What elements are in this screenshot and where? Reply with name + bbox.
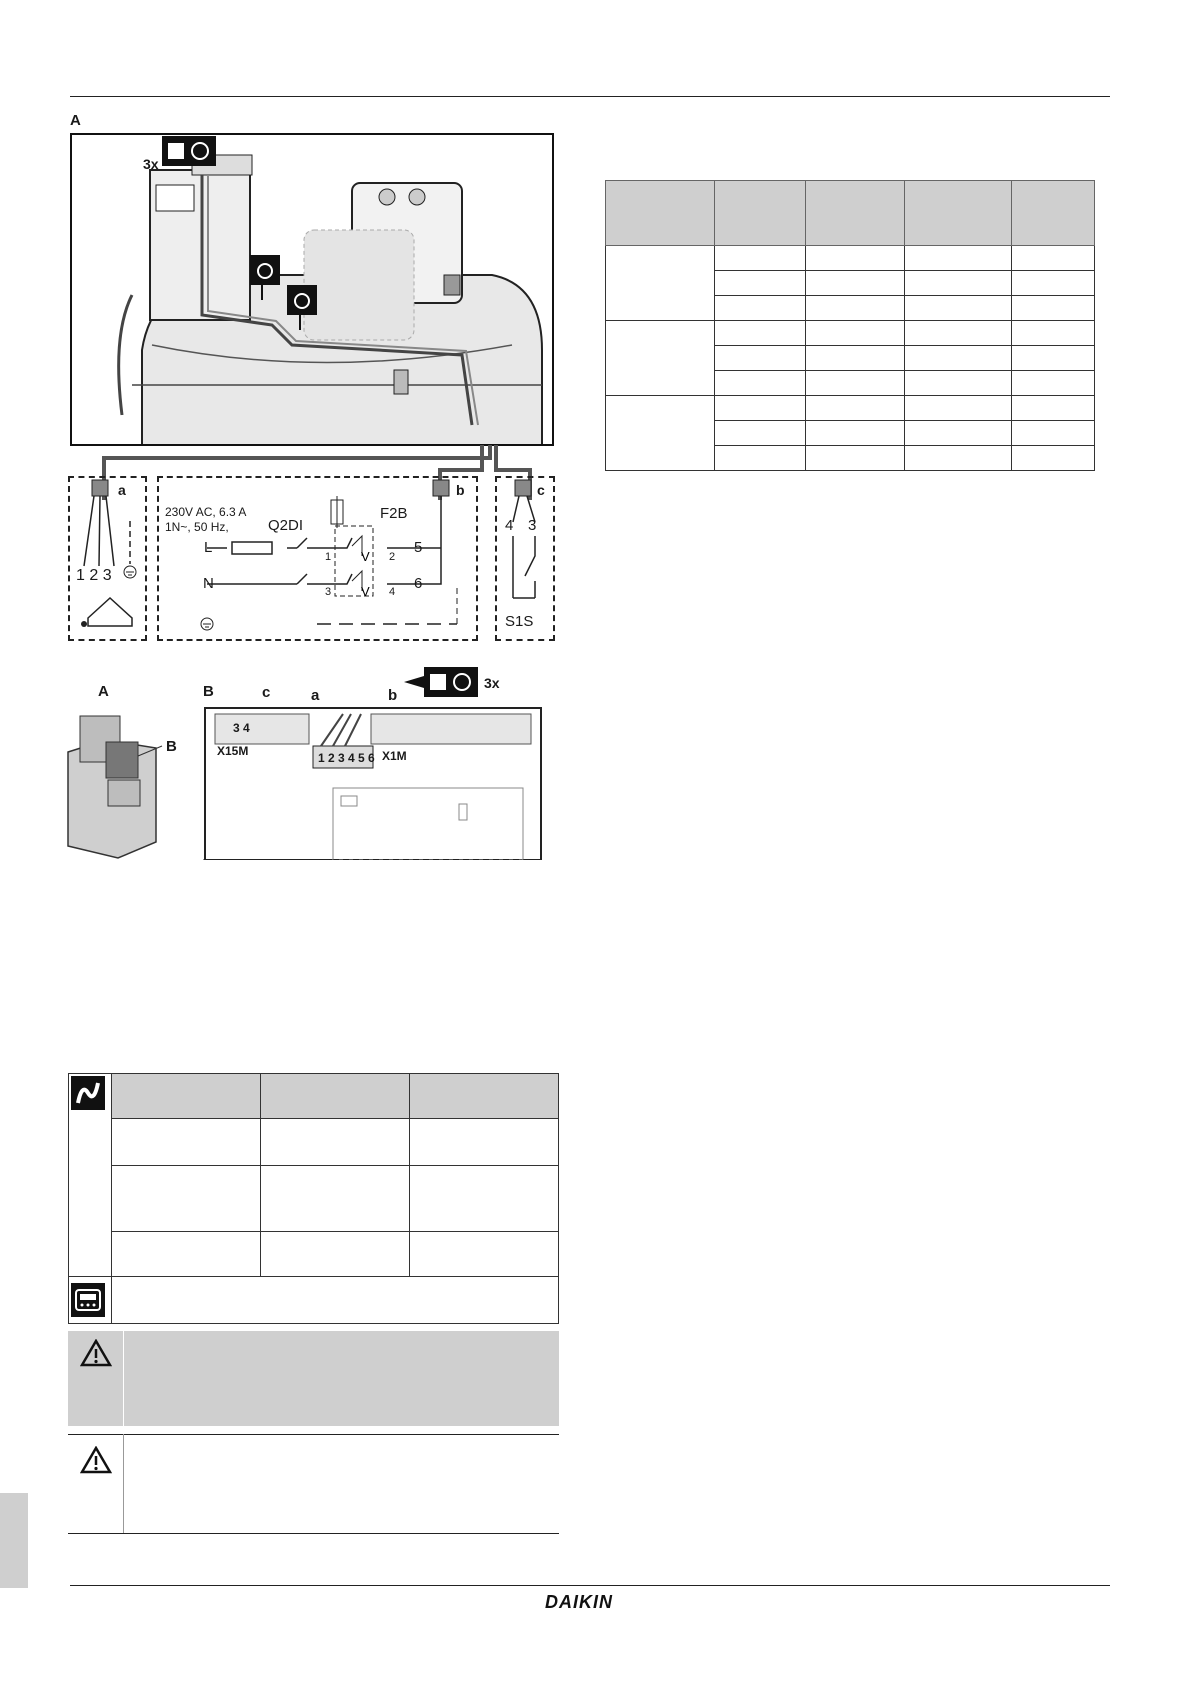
- terminal-label-a: a: [118, 482, 126, 498]
- warning-box-2: [68, 1438, 559, 1533]
- pin-1: 1: [325, 551, 332, 563]
- user-interface-badge: [71, 1283, 105, 1317]
- warning-divider: [123, 1331, 124, 1426]
- electrical-spec-table: [68, 1073, 559, 1324]
- terminal-label-c: c: [537, 482, 545, 498]
- spec-table: [605, 180, 1095, 471]
- fuse-label: F2B: [380, 505, 408, 522]
- group-cell: [606, 321, 715, 396]
- spec-table-header: [606, 181, 1095, 246]
- pin-5: 5: [414, 539, 423, 556]
- breaker-label: Q2DI: [268, 517, 304, 534]
- brand-logo: DAIKIN: [545, 1592, 613, 1612]
- line-l-label: L: [204, 539, 213, 556]
- warning-triangle-icon: [80, 1339, 112, 1367]
- locator-label-a: A: [98, 683, 109, 700]
- header-cell: [905, 181, 1012, 246]
- pin-6: 6: [414, 575, 423, 592]
- table-row: [606, 246, 1095, 271]
- group-cell: [606, 246, 715, 321]
- table-row: [69, 1074, 559, 1119]
- pin-3: 3: [325, 586, 332, 598]
- electrical-wire-badge: [71, 1076, 105, 1110]
- locator-label-b: B: [166, 738, 177, 755]
- x15m-label: X15M: [217, 744, 249, 758]
- header-cell: [606, 181, 715, 246]
- table-row: [606, 321, 1095, 346]
- table-row: [606, 396, 1095, 421]
- house-connection-diagram: [68, 476, 147, 641]
- table-row: [69, 1166, 559, 1232]
- header-cell: [410, 1074, 559, 1119]
- line-n-label: N: [203, 575, 214, 592]
- svg-text:V: V: [361, 584, 370, 599]
- warning-rule-bottom: [68, 1533, 559, 1534]
- warning-divider: [123, 1434, 124, 1533]
- pin-2: 2: [389, 551, 396, 563]
- cable-tie-badge: [424, 667, 478, 697]
- switchbox-label-b: B: [203, 683, 214, 700]
- x15m-pins: 3 4: [233, 721, 250, 735]
- switch-pin-4: 4: [505, 517, 514, 534]
- count-label-3x: 3x: [143, 156, 159, 172]
- header-cell: [1012, 181, 1095, 246]
- warning-rule-top: [68, 1434, 559, 1435]
- wide-cell: [112, 1277, 559, 1324]
- switchbox-count-3x: 3x: [484, 675, 500, 691]
- unit-illustration: [70, 133, 554, 446]
- pointer-arrow-icon: [404, 676, 424, 688]
- switchbox-term-c: c: [262, 684, 271, 701]
- switch-label: S1S: [505, 613, 534, 630]
- electrical-wire-icon: [74, 1079, 102, 1107]
- x1m-label: X1M: [382, 749, 407, 763]
- switchbox-term-b: b: [388, 687, 398, 704]
- cable-tie-icon: [424, 667, 478, 697]
- switchbox-term-a: a: [311, 687, 320, 704]
- user-interface-icon: [74, 1288, 102, 1312]
- warning-triangle-icon: [80, 1446, 112, 1474]
- header-cell: [715, 181, 806, 246]
- supply-spec-line2: 1N~, 50 Hz,: [165, 520, 229, 534]
- side-tab: [0, 1493, 28, 1588]
- x1m-pins: 1 2 3 4 5 6: [318, 751, 375, 765]
- power-supply-diagram: [157, 476, 478, 641]
- figure-label-a: A: [70, 112, 81, 129]
- icon-column: [69, 1277, 112, 1324]
- table-row: [69, 1119, 559, 1166]
- header-cell: [261, 1074, 410, 1119]
- table-row: [69, 1232, 559, 1277]
- footer-rule: [70, 1585, 1110, 1586]
- switch-pin-3: 3: [528, 517, 537, 534]
- header-rule: [70, 96, 1110, 97]
- terminal-label-b: b: [456, 482, 465, 498]
- icon-column: [69, 1074, 112, 1277]
- warning-box-1: [68, 1331, 559, 1426]
- header-cell: [112, 1074, 261, 1119]
- supply-spec-line1: 230V AC, 6.3 A: [165, 505, 247, 519]
- group-cell: [606, 396, 715, 471]
- svg-text:V: V: [361, 549, 370, 564]
- table-row: [69, 1277, 559, 1324]
- unit-locator-drawing: [66, 700, 166, 860]
- pin-4: 4: [389, 586, 396, 598]
- header-cell: [806, 181, 905, 246]
- house-pins: 1 2 3: [76, 567, 112, 584]
- unit-drawing: [72, 135, 554, 446]
